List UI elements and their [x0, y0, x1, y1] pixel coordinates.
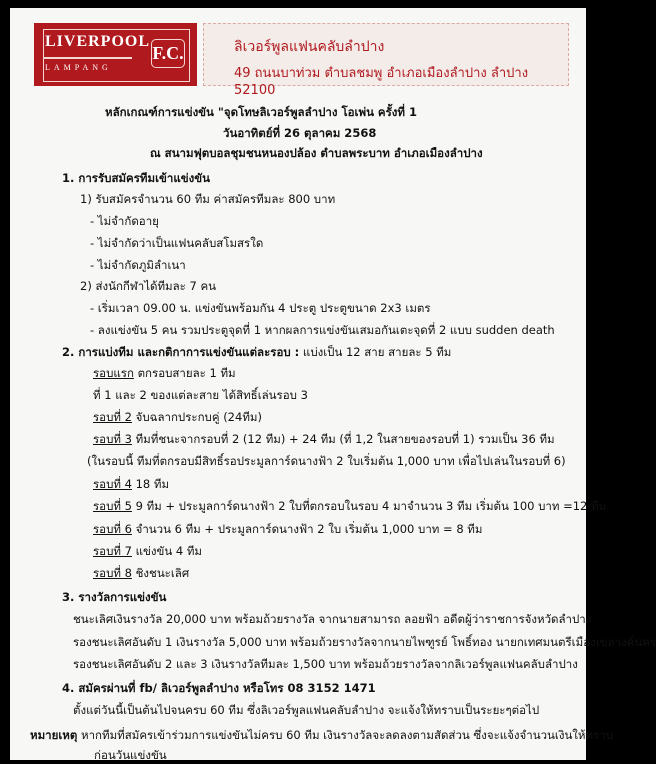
prize-line: ชนะเลิศเงินรางวัล 20,000 บาท พร้อมถ้วยรางวัล จากนายสามารถ ลอยฟ้า อดีตผู้ว่าราชการจังหวัดลำปาง [73, 612, 592, 626]
note-line-2: ก่อนวันแข่งขัน [94, 748, 167, 762]
section-3-heading: 3. รางวัลการแข่งขัน [62, 590, 167, 604]
section-4-heading: 4. สมัครผ่านที่ fb/ ลิเวอร์พูลลำปาง หรือโทร 08 3152 1471 [62, 681, 376, 695]
liverpool-lampang-logo [34, 23, 197, 86]
round-line: รอบที่ 3 ทีมที่ชนะจากรอบที่ 2 (12 ทีม) + 24 ทีม (ที่ 1,2 ในสายของรอบที่ 1) รวมเป็น 36 ทีม [93, 432, 555, 446]
club-address-box [203, 23, 569, 98]
section-1-item-2-sub: - เริ่มเวลา 09.00 น. แข่งขันพร้อมกัน 4 ประตู ประตูขนาด 2x3 เมตร [90, 301, 431, 315]
logo-subtitle: LAMPANG [45, 63, 112, 72]
title-line-1: หลักเกณฑ์การแข่งขัน "จุดโทษลิเวอร์พูลลำปาง โอเพ่น ครั้งที่ 1 [105, 105, 418, 119]
section-4-line: ตั้งแต่วันนี้เป็นต้นไปจนครบ 60 ทีม ซึ่งลิเวอร์พูลแฟนคลับลำปาง จะแจ้งให้ทราบเป็นระยะๆต่อไป [73, 703, 540, 717]
section-1-item-1-sub: - ไม่จำกัดภูมิลำเนา [90, 258, 186, 272]
logo-badge: F.C. [151, 39, 185, 68]
round-line: รอบที่ 6 จำนวน 6 ทีม + ประมูลการ์ดนางฟ้า 2 ใบ เริ่มต้น 1,000 บาท = 8 ทีม [93, 522, 483, 536]
logo-title: LIVERPOOL [45, 33, 151, 50]
section-1-item-2: 2) ส่งนักกีฬาได้ทีมละ 7 คน [80, 279, 217, 293]
round-line: รอบที่ 2 จับฉลากประกบคู่ (24ทีม) [93, 410, 262, 424]
section-1-item-1-sub: - ไม่จำกัดอายุ [90, 214, 159, 228]
club-address: 49 ถนนบาท่วม ตำบลชมพู อำเภอเมืองลำปาง ลำปาง 52100 [234, 66, 529, 98]
round-line: รอบที่ 4 18 ทีม [93, 477, 170, 491]
round-note: (ในรอบนี้ ทีมที่ตกรอบมีสิทธิ์รอประมูลการ์ดนางฟ้า 2 ใบเริ่มต้น 1,000 บาท เพื่อไปเล่นในรอบที่ 6) [87, 454, 566, 468]
round-line: รอบที่ 8 ชิงชนะเลิศ [93, 566, 190, 580]
section-1-item-1: 1) รับสมัครจำนวน 60 ทีม ค่าสมัครทีมละ 800 บาท [80, 192, 336, 206]
section-1-heading: 1. การรับสมัครทีมเข้าแข่งขัน [62, 171, 210, 185]
round-line: รอบที่ 7 แข่งขัน 4 ทีม [93, 544, 202, 558]
section-1-item-1-sub: - ไม่จำกัดว่าเป็นแฟนคลับสโมสรใด [90, 236, 264, 250]
round-line: ที่ 1 และ 2 ของแต่ละสาย ได้สิทธิ์เล่นรอบ 3 [93, 388, 308, 402]
document-page [10, 8, 656, 762]
round-line: รอบแรก ตกรอบสายละ 1 ทีม [93, 366, 236, 380]
note-line-1: หมายเหตุ หากทีมที่สมัครเข้าร่วมการแข่งขันไม่ครบ 60 ทีม เงินรางวัลจะลดลงตามสัดส่วน ซึ่งจะแจ้งจำนวนเงินให้ทราบ [30, 728, 614, 742]
section-1-item-2-sub: - ลงแข่งขัน 5 คน รวมประตูจุดที่ 1 หากผลการแข่งขันเสมอกันเตะจุดที่ 2 แบบ sudden death [90, 323, 555, 337]
prize-line: รองชนะเลิศอันดับ 2 และ 3 เงินรางวัลทีมละ 1,500 บาท พร้อมถ้วยรางวัลจากลิเวอร์พูลแฟนคลับลำปาง [73, 657, 578, 671]
section-2-heading: 2. การแบ่งทีม และกติกาการแข่งขันแต่ละรอบ : แบ่งเป็น 12 สาย สายละ 5 ทีม [62, 345, 452, 359]
prize-line: รองชนะเลิศอันดับ 1 เงินรางวัล 5,000 บาท พร้อมถ้วยรางวัลจากนายไพฑูรย์ โพธิ์ทอง นายกเทศมนตรีเมืองเขลางค์นคร [73, 635, 656, 649]
club-name: ลิเวอร์พูลแฟนคลับลำปาง [234, 39, 385, 55]
logo-divider [44, 57, 132, 59]
title-line-2: วันอาทิตย์ที่ 26 ตุลาคม 2568 [223, 126, 377, 140]
round-line: รอบที่ 5 9 ทีม + ประมูลการ์ดนางฟ้า 2 ใบที่ตกรอบในรอบ 4 มาจำนวน 3 ทีม เริ่มต้น 100 บาท =12 ทีม [93, 499, 607, 513]
title-line-3: ณ สนามฟุตบอลชุมชนหนองปล้อง ตำบลพระบาท อำเภอเมืองลำปาง [150, 146, 483, 160]
